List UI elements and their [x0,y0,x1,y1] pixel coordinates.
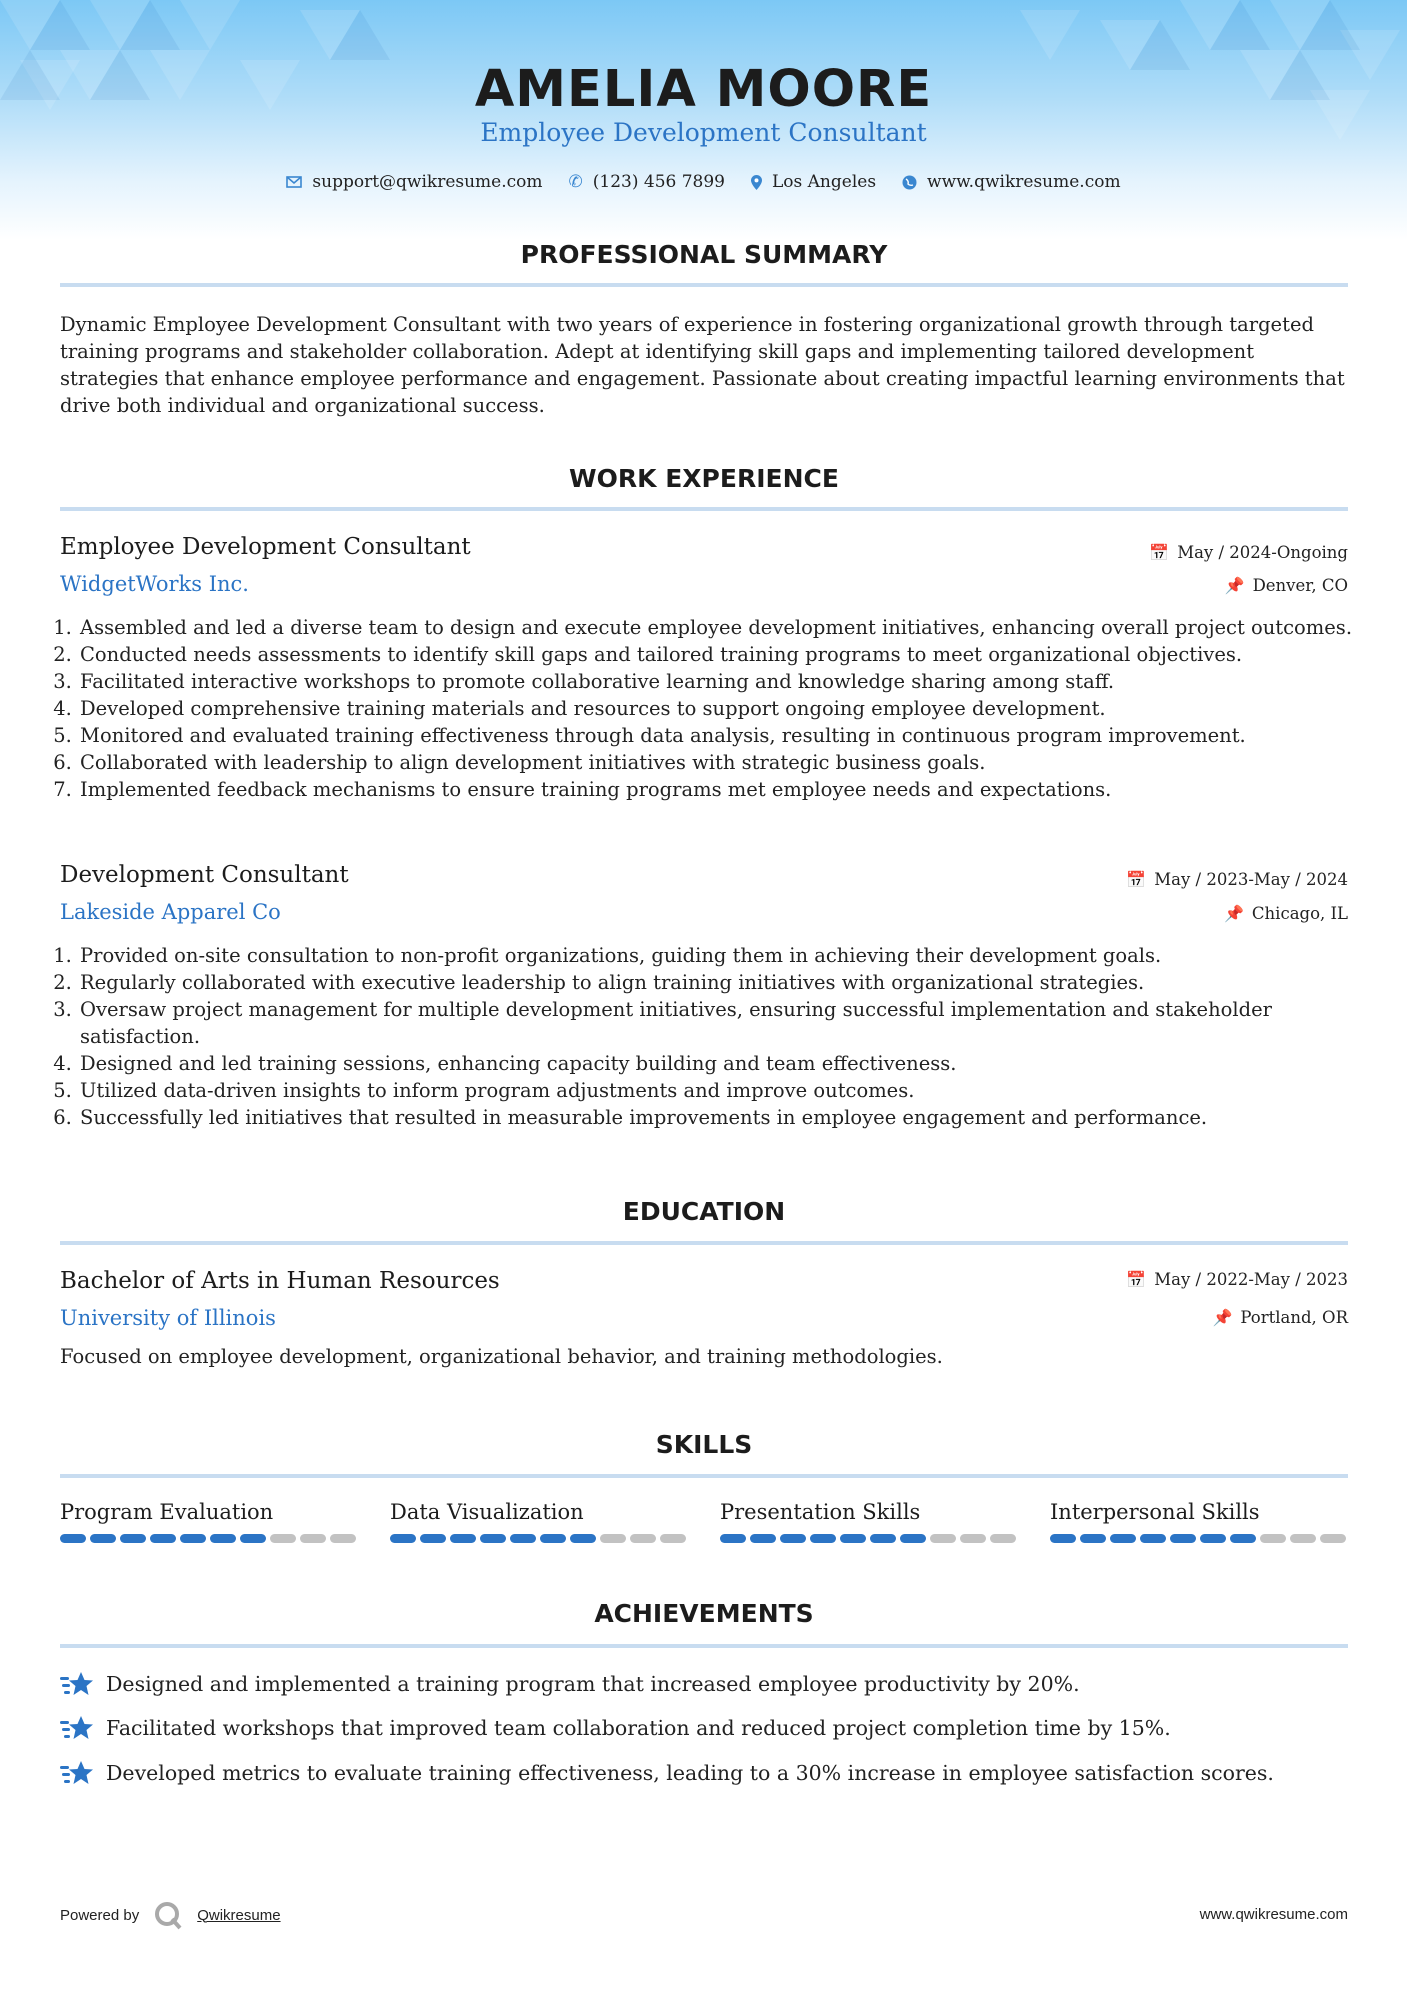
skill-dot-filled [150,1534,176,1543]
star-icon [60,1670,94,1698]
list-item: 3. Oversaw project management for multiple development initiatives, ensuring successful implementation and stakeholder satisfaction. [78,996,1368,1050]
contact-email[interactable] [286,172,542,192]
skill-item [720,1500,1020,1543]
skill-name: Presentation Skills [720,1500,921,1524]
list-item: 5. Monitored and evaluated training effectiveness through data analysis, resulting in continuous program improvement. [78,722,1368,749]
candidate-name: AMELIA MOORE [474,60,933,119]
achievements-heading: ACHIEVEMENTS [594,1599,814,1628]
job-dates [1126,870,1348,889]
star-icon [60,1714,94,1742]
experience-heading: WORK EXPERIENCE [569,464,839,493]
globe-icon [902,175,917,190]
skill-item [1050,1500,1350,1543]
list-item: 7. Implemented feedback mechanisms to ensure training programs met employee needs and expectations. [78,776,1368,803]
education-description: Focused on employee development, organizational behavior, and training methodologies. [60,1345,943,1368]
summary-divider [60,283,1348,287]
company-name: WidgetWorks Inc. [60,572,249,596]
brand-link[interactable]: Qwikresume [197,1906,281,1924]
contact-location [751,172,876,192]
pin-icon: 📌 [1224,904,1244,923]
skill-dot-empty [930,1534,956,1543]
skill-dot-filled [870,1534,896,1543]
achievement-text: Facilitated workshops that improved team collaboration and reduced project completion time by 15%. [106,1716,1171,1740]
pin-icon: 📌 [1212,1308,1233,1327]
skill-dot-filled [1110,1534,1136,1543]
skill-dot-filled [120,1534,146,1543]
list-item: 6. Successfully led initiatives that resulted in measurable improvements in employee engagement and performance. [78,1104,1368,1131]
location-text: Los Angeles [772,172,877,192]
education-heading: EDUCATION [622,1197,786,1226]
skill-rating [1050,1534,1350,1543]
skill-dot-filled [1140,1534,1166,1543]
skill-dot-filled [540,1534,566,1543]
candidate-title: Employee Development Consultant [480,118,927,147]
contact-phone[interactable] [569,172,725,192]
job-dates [1149,543,1348,562]
skill-dot-filled [780,1534,806,1543]
skill-name: Interpersonal Skills [1050,1500,1260,1524]
skill-dot-empty [960,1534,986,1543]
skill-dot-filled [810,1534,836,1543]
skill-dot-empty [300,1534,326,1543]
skill-dot-filled [1050,1534,1076,1543]
degree-title: Bachelor of Arts in Human Resources [60,1268,500,1294]
email-text: support@qwikresume.com [312,172,543,192]
calendar-icon: 📅 [1149,543,1170,562]
list-item: 3. Facilitated interactive workshops to promote collaborative learning and knowledge sharing among staff. [78,668,1368,695]
achievement-text: Designed and implemented a training program that increased employee productivity by 20%. [106,1672,1080,1696]
skill-dot-filled [1230,1534,1256,1543]
skill-dot-empty [1290,1534,1316,1543]
skill-rating [60,1534,360,1543]
skills-divider [60,1474,1348,1478]
powered-by [60,1900,281,1930]
achievements-divider [60,1644,1348,1648]
education-dates [1126,1270,1348,1289]
job-dates-text: May / 2023-May / 2024 [1154,870,1348,889]
skill-dot-filled [240,1534,266,1543]
list-item: 2. Regularly collaborated with executive leadership to align training initiatives with organizational strategies. [78,969,1368,996]
skill-dot-filled [90,1534,116,1543]
pin-icon: 📌 [1224,576,1245,595]
calendar-icon: 📅 [1126,1270,1147,1289]
skill-item [60,1500,360,1543]
achievement-text: Developed metrics to evaluate training effectiveness, leading to a 30% increase in employee satisfaction scores. [106,1761,1274,1785]
skill-dot-filled [720,1534,746,1543]
skill-dot-filled [750,1534,776,1543]
skill-dot-empty [330,1534,356,1543]
map-pin-icon [751,175,762,190]
skill-dot-filled [450,1534,476,1543]
skill-dot-filled [480,1534,506,1543]
skill-item [390,1500,690,1543]
skill-dot-filled [1170,1534,1196,1543]
phone-icon: ✆ [568,172,583,192]
list-item: 6. Collaborated with leadership to align development initiatives with strategic business goals. [78,749,1368,776]
achievement-item [60,1759,1274,1787]
job-dates-text: May / 2024-Ongoing [1177,543,1348,562]
skill-dot-empty [1260,1534,1286,1543]
list-item: 1. Provided on-site consultation to non-profit organizations, guiding them in achieving their development goals. [78,942,1368,969]
education-location [1212,1308,1348,1327]
list-item: 2. Conducted needs assessments to identify skill gaps and tailored training programs to meet organizational objectives. [78,641,1368,668]
education-dates-text: May / 2022-May / 2023 [1154,1270,1348,1289]
job-location [1224,904,1348,923]
skill-dot-filled [420,1534,446,1543]
skills-heading: SKILLS [655,1430,753,1459]
footer-website[interactable]: www.qwikresume.com [1199,1906,1348,1923]
skill-dot-filled [1080,1534,1106,1543]
job-title: Employee Development Consultant [60,534,471,560]
list-item: 4. Designed and led training sessions, enhancing capacity building and team effectiveness. [78,1050,1368,1077]
summary-heading: PROFESSIONAL SUMMARY [520,240,888,269]
skill-dot-empty [660,1534,686,1543]
skill-dot-empty [990,1534,1016,1543]
achievement-item [60,1714,1171,1742]
qwikresume-logo-icon [153,1900,183,1930]
list-item: 5. Utilized data-driven insights to inform program adjustments and improve outcomes. [78,1077,1368,1104]
school-name: University of Illinois [60,1306,276,1330]
skill-dot-empty [270,1534,296,1543]
achievement-item [60,1670,1080,1698]
skill-dot-filled [510,1534,536,1543]
envelope-icon [286,176,302,188]
skill-dot-filled [840,1534,866,1543]
job-bullets [60,942,1368,1131]
skill-dot-filled [570,1534,596,1543]
skill-dot-filled [900,1534,926,1543]
job-location-text: Chicago, IL [1251,904,1348,923]
company-name: Lakeside Apparel Co [60,900,281,924]
star-icon [60,1759,94,1787]
skill-dot-filled [390,1534,416,1543]
skill-dot-filled [180,1534,206,1543]
list-item: 1. Assembled and led a diverse team to design and execute employee development initiatives, enhancing overall project outcomes. [78,614,1368,641]
skill-dot-filled [1200,1534,1226,1543]
calendar-icon: 📅 [1126,870,1147,889]
skill-name: Data Visualization [390,1500,584,1524]
skill-rating [390,1534,690,1543]
skills-list [60,1500,1350,1543]
education-divider [60,1241,1348,1245]
skill-dot-filled [60,1534,86,1543]
skill-rating [720,1534,1020,1543]
job-location-text: Denver, CO [1252,576,1348,595]
job-bullets [60,614,1368,803]
job-location [1225,576,1348,595]
experience-divider [60,507,1348,511]
skill-dot-filled [210,1534,236,1543]
contact-website[interactable] [902,172,1121,192]
contact-bar [0,172,1407,192]
skill-name: Program Evaluation [60,1500,274,1524]
job-title: Development Consultant [60,862,349,888]
skill-dot-empty [600,1534,626,1543]
website-text: www.qwikresume.com [927,172,1121,192]
education-location-text: Portland, OR [1240,1308,1348,1327]
phone-text: (123) 456 7899 [592,172,725,192]
powered-by-label: Powered by [60,1906,140,1924]
summary-text: Dynamic Employee Development Consultant with two years of experience in fostering organizational growth through targeted training programs and stakeholder collaboration. Adept at identifying skill gaps and implementing tailored development strategies that enhance employee performance and engagement. Passionate about creating impactful learning environments that drive both individual and organizational success. [60,313,1345,417]
skill-dot-empty [630,1534,656,1543]
list-item: 4. Developed comprehensive training materials and resources to support ongoing employee development. [78,695,1368,722]
skill-dot-empty [1320,1534,1346,1543]
